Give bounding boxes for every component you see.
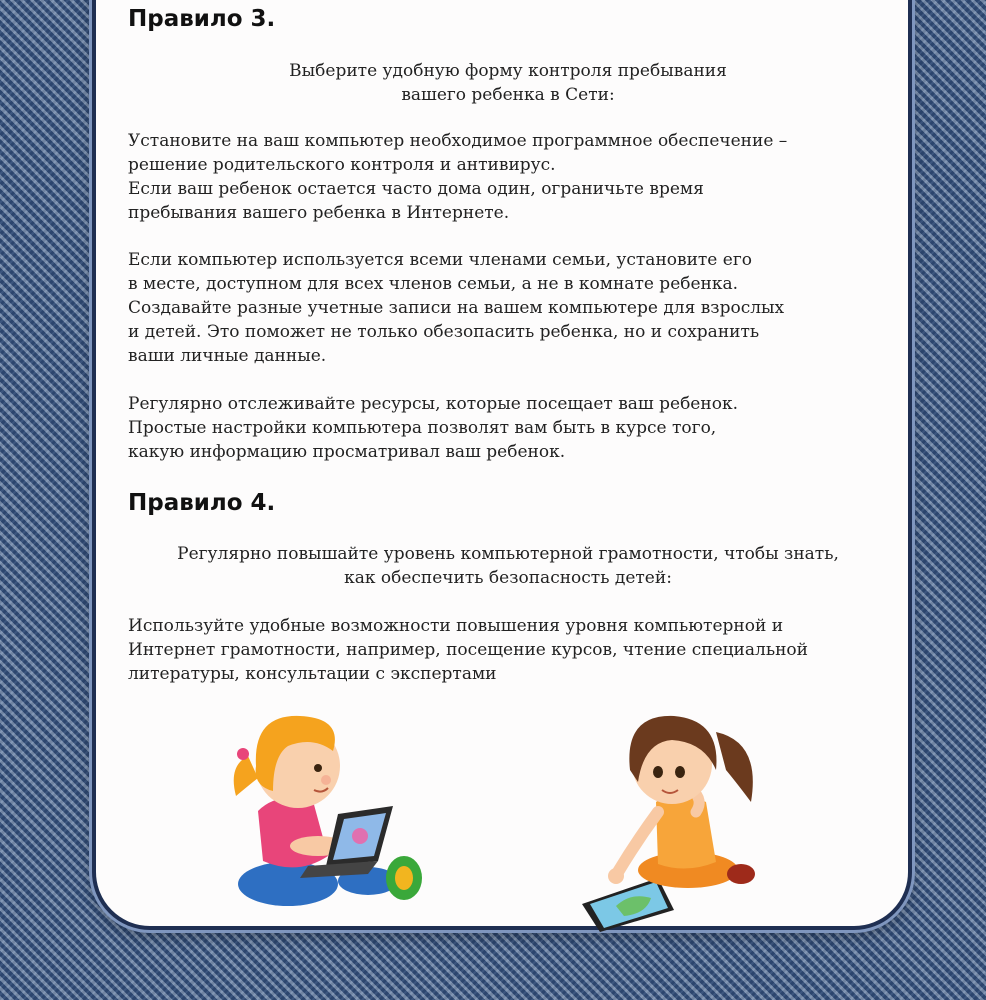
text-line: Интернет грамотности, например, посещение курсов, чтение специальной xyxy=(128,640,808,660)
rule4-intro-line: как обеспечить безопасность детей: xyxy=(344,568,672,588)
rule4-intro-line: Регулярно повышайте уровень компьютерной грамотности, чтобы знать, xyxy=(177,544,839,564)
girl-with-laptop-illustration xyxy=(218,696,428,916)
text-line: Установите на ваш компьютер необходимое программное обеспечение – xyxy=(128,131,788,151)
text-line: литературы, консультации с экспертами xyxy=(128,664,497,684)
rule3-intro xyxy=(128,59,888,107)
text-line: Простые настройки компьютера позволят вам быть в курсе того, xyxy=(128,418,717,438)
rule3-intro-line: Выберите удобную форму контроля пребывания xyxy=(289,61,727,81)
rule3-paragraph-3 xyxy=(128,392,898,464)
rule4-paragraph-1 xyxy=(128,614,898,686)
text-line: в месте, доступном для всех членов семьи, а не в комнате ребенка. xyxy=(128,274,739,294)
rule3-paragraph-2 xyxy=(128,248,898,368)
rule4-intro xyxy=(128,542,888,590)
text-line: Регулярно отслеживайте ресурсы, которые посещает ваш ребенок. xyxy=(128,394,738,414)
text-line: ваши личные данные. xyxy=(128,346,327,366)
girl-with-tablet-illustration xyxy=(576,692,762,932)
rule4-heading: Правило 4. xyxy=(128,490,276,516)
text-line: пребывания вашего ребенка в Интернете. xyxy=(128,203,510,223)
text-line: Если ваш ребенок остается часто дома один, ограничьте время xyxy=(128,179,704,199)
text-line: Если компьютер используется всеми членами семьи, установите его xyxy=(128,250,752,270)
rule3-paragraph-1 xyxy=(128,129,898,225)
text-line: Создавайте разные учетные записи на вашем компьютере для взрослых xyxy=(128,298,785,318)
text-line: решение родительского контроля и антивирус. xyxy=(128,155,556,175)
text-line: Используйте удобные возможности повышения уровня компьютерной и xyxy=(128,616,784,636)
text-line: и детей. Это поможет не только обезопасить ребенка, но и сохранить xyxy=(128,322,760,342)
text-line: какую информацию просматривал ваш ребенок. xyxy=(128,442,566,462)
rule3-intro-line: вашего ребенка в Сети: xyxy=(401,85,615,105)
rule3-heading: Правило 3. xyxy=(128,6,276,32)
